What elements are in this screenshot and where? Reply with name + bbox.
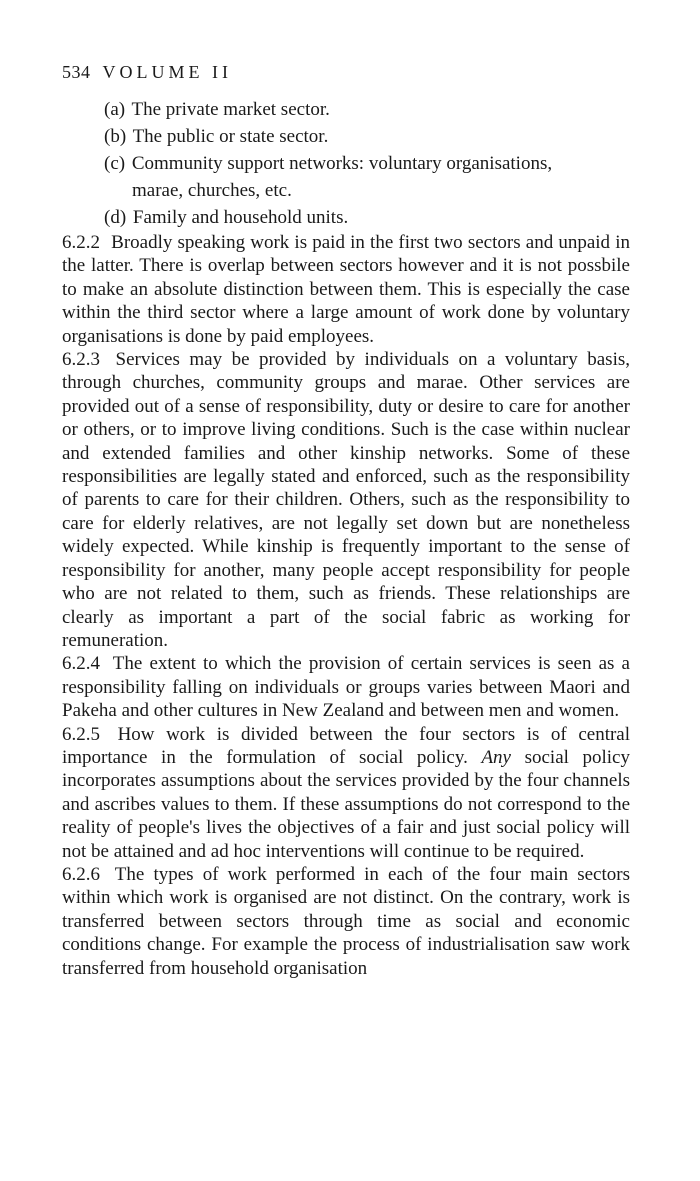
list-item <box>62 123 630 150</box>
paragraph-text-continued: social policy incorporates assumptions about the services provided by the four channels and ascribes values to them. If these assumptions do not correspond to the reality of people's lives the objectives of a fair and just social policy will not be attained and ad hoc interventions will continue to be required. <box>62 746 630 862</box>
list-marker: (a) <box>104 99 126 120</box>
sector-list <box>62 96 630 231</box>
paragraph-text: Broadly speaking work is paid in the first two sectors and unpaid in the latter. There is overlap between sectors however and it is not possbile to make an absolute distinction between them. This is especially the case within the third sector where a large amount of work done by voluntary organisations is done by paid employees. <box>62 232 630 347</box>
paragraph-6-2-5 <box>62 723 630 863</box>
list-item <box>62 204 630 231</box>
paragraph-number: 6.2.3 <box>62 349 100 371</box>
list-item <box>62 96 630 123</box>
paragraph-number: 6.2.5 <box>62 723 100 745</box>
paragraph-text: Services may be provided by individuals on a voluntary basis, through churches, community groups and marae. Other services are provided out of a sense of responsibility, duty or desire to care for another or others, or to improve living conditions. Such is the case within nuclear and extended families and other kinship networks. Some of these responsibilities are legally stated and enforced, such as the responsibility of parents to care for their children. Others, such as the responsibility to care for elderly relatives, are not legally set down but are nonetheless widely expected. While kinship is frequently important to the sense of responsibility for another, many people accept responsibility for people who are not related to them, such as friends. These relationships are clearly as important a part of the social fabric as working for remuneration. <box>62 349 630 651</box>
list-item-text: Family and household units. <box>132 207 349 228</box>
list-item-text: Community support networks: voluntary organisations, <box>131 153 553 174</box>
paragraph-6-2-4 <box>62 652 630 722</box>
list-item-continuation: marae, churches, etc. <box>132 180 292 201</box>
volume-title: VOLUME II <box>102 62 232 82</box>
list-marker: (d) <box>104 207 127 228</box>
paragraph-number: 6.2.2 <box>62 232 100 253</box>
paragraph-6-2-2 <box>62 231 630 348</box>
paragraph-number: 6.2.6 <box>62 863 100 885</box>
page-number: 534 <box>62 62 91 82</box>
running-head <box>62 60 630 84</box>
list-marker: (b) <box>104 126 127 147</box>
paragraph-6-2-6 <box>62 863 630 980</box>
list-item-text: The public or state sector. <box>132 126 329 147</box>
paragraph-text: The types of work performed in each of the four main sectors within which work is organised are not distinct. On the contrary, work is transferred between sectors through time as social and economic conditions change. For example the process of industrialisation saw work transferred from household organisation <box>62 863 630 979</box>
list-item <box>62 150 630 204</box>
paragraph-text: The extent to which the provision of certain services is seen as a responsibility falling on individuals or groups varies between Maori and Pakeha and other cultures in New Zealand and between men and women. <box>62 653 630 722</box>
list-item-text: The private market sector. <box>131 99 330 120</box>
list-marker: (c) <box>104 153 126 174</box>
paragraph-6-2-3 <box>62 348 630 652</box>
paragraph-number: 6.2.4 <box>62 653 100 675</box>
paragraph-text: How work is divided between the four sectors is of central importance in the formulation of social policy. <box>62 723 631 768</box>
emphasis-any: Any <box>481 746 511 768</box>
document-page <box>62 60 630 980</box>
